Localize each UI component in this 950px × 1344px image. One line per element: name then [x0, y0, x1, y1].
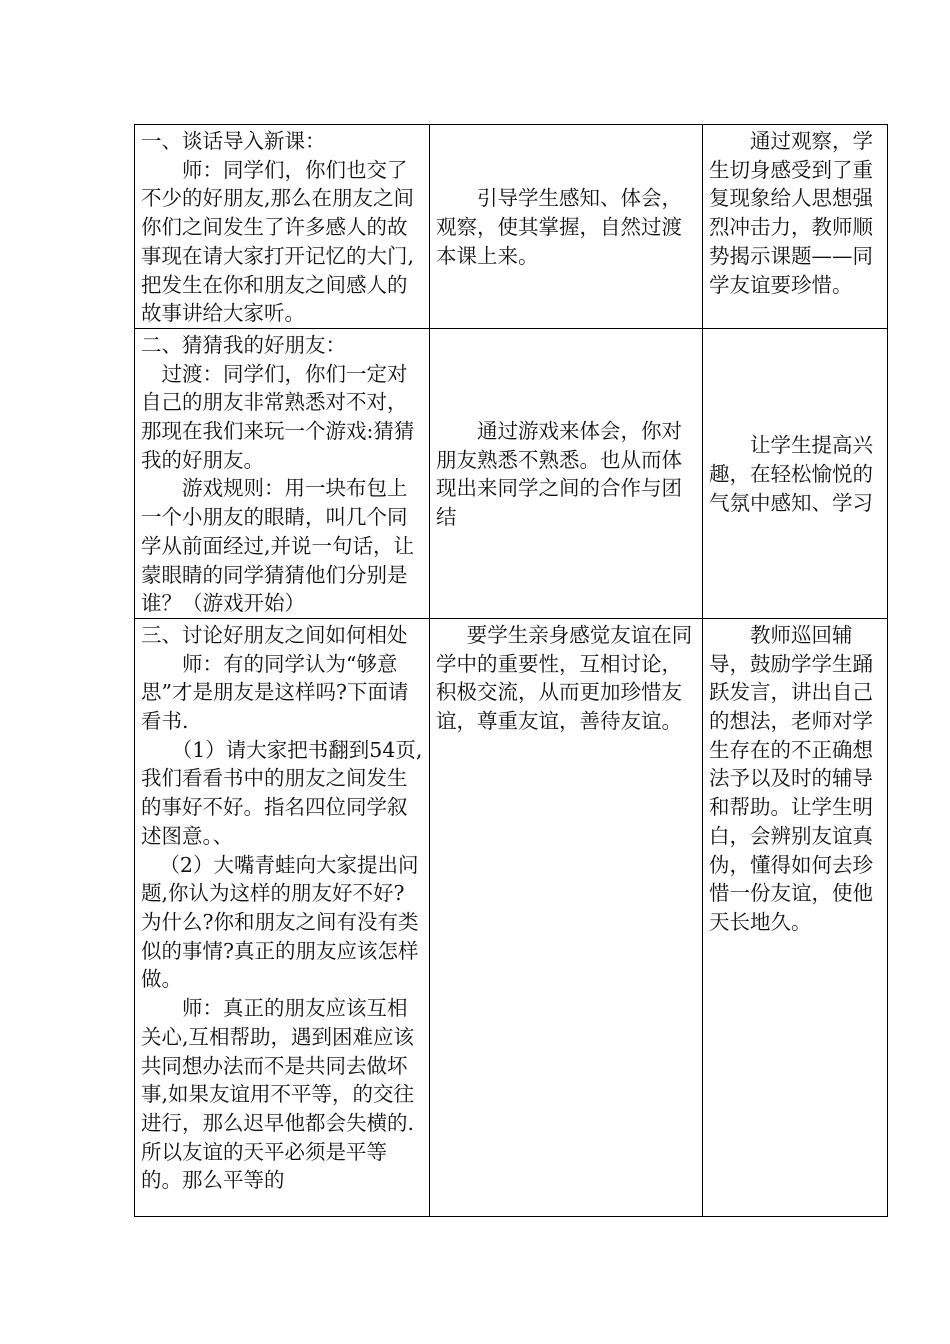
effect-cell: [703, 328, 888, 618]
row2-left-p1: 过渡：同学们，你们一定对自己的朋友非常熟悉对不对，那现在我们来玩一个游戏:猜猜我的好朋友。: [141, 361, 415, 472]
row3-left-p3: （2）大嘴青蛙向大家提出问题,你认为这样的朋友好不好?为什么?你和朋友之间有没有类似的事情?真正的朋友应该怎样做。: [141, 852, 419, 992]
table-row: [135, 618, 888, 1216]
process-cell: [135, 328, 430, 618]
effect-cell: [703, 618, 888, 1216]
intent-cell: [430, 618, 703, 1216]
effect-cell: [703, 125, 888, 329]
intent-cell: [430, 125, 703, 329]
row1-mid-p0: 引导学生感知、体会，观察，使其掌握，自然过渡本课上来。: [436, 186, 682, 268]
row1-right-p0: 通过观察，学生切身感受到了重复现象给人思想强烈冲击力，教师顺势揭示课题——同学友谊要珍惜。: [709, 129, 873, 297]
row1-left-p0: 一、谈话导入新课：: [141, 129, 326, 153]
row3-mid-p0: 要学生亲身感觉友谊在同学中的重要性，互相讨论，积极交流，从而更加珍惜友谊，尊重友谊，善待友谊。: [436, 622, 693, 734]
row2-left-p2: 游戏规则：用一块布包上一个小朋友的眼睛，叫几个同学从前面经过,并说一句话，让蒙眼睛的同学猜猜他们分别是谁？（游戏开始）: [141, 476, 415, 616]
row3-left-p2: （1）请大家把书翻到54页,我们看看书中的朋友之间发生的事好不好。指名四位同学叙述图意。、: [141, 737, 423, 848]
row3-left-p0: 三、讨论好朋友之间如何相处: [141, 622, 408, 647]
intent-cell: [430, 328, 703, 618]
row3-right-p0: 教师巡回辅导，鼓励学学生踊跃发言，讲出自己的想法，老师对学生存在的不正确想法予以及时的辅导和帮助。让学生明白，会辨别友谊真伪，懂得如何去珍惜一份友谊，使他天长地久。: [709, 622, 873, 934]
row2-left-p0: 二、猜猜我的好朋友：: [141, 332, 346, 357]
row3-left-p4: 师：真正的朋友应该互相关心,互相帮助，遇到困难应该共同想办法而不是共同去做坏事,如果友谊用不平等，的交往进行，那么迟早他都会失横的.所以友谊的天平必须是平等的。那么平等的: [141, 996, 415, 1193]
table-row: [135, 125, 888, 329]
row2-right-p0: 让学生提高兴趣，在轻松愉悦的气氛中感知、学习: [709, 433, 873, 515]
row2-mid-p0: 通过游戏来体会，你对朋友熟悉不熟悉。也从而体现出来同学之间的合作与团结: [436, 419, 682, 530]
row1-left-p1: 师：同学们，你们也交了不少的好朋友,那么在朋友之间你们之间发生了许多感人的故事现在请大家打开记忆的大门,把发生在你和朋友之间感人的故事讲给大家听。: [141, 157, 415, 326]
process-cell: [135, 125, 430, 329]
table-row: [135, 328, 888, 618]
row3-left-p1: 师：有的同学认为“够意思”才是朋友是这样吗?下面请看书.: [141, 651, 409, 734]
process-cell: [135, 618, 430, 1216]
lesson-plan-table: [134, 124, 888, 1217]
